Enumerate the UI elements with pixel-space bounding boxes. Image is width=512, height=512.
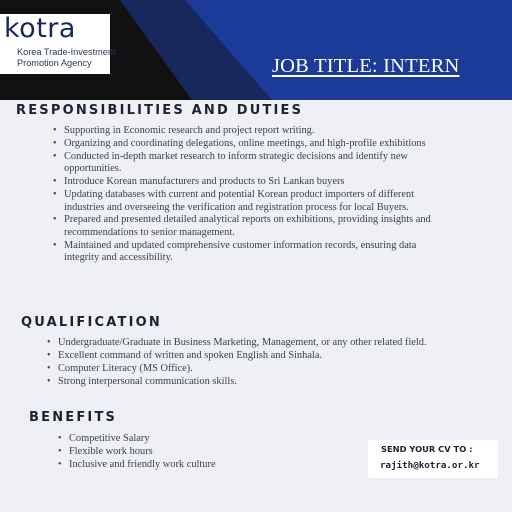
- list-item: • Computer Literacy (MS Office).: [47, 363, 487, 376]
- list-item: • Inclusive and friendly work culture: [58, 459, 258, 472]
- agency-name: [17, 47, 116, 68]
- benefits-list: [58, 433, 258, 472]
- send-cv-label: SEND YOUR CV TO :: [381, 444, 473, 454]
- list-item: • Organizing and coordinating delegations, online meetings, and high-profile exhibitions: [53, 138, 453, 151]
- header-banner: [0, 0, 512, 100]
- responsibilities-heading: RESPONSIBILITIES AND DUTIES: [16, 103, 304, 118]
- list-item: • Updating databases with current and potential Korean product importers of different industries and overseeing the verification and registration process for local Buyers.: [53, 189, 453, 214]
- qualification-heading: QUALIFICATION: [21, 315, 162, 330]
- list-item: • Undergraduate/Graduate in Business Marketing, Management, or any other related field.: [47, 337, 487, 350]
- qualification-list: [47, 337, 487, 389]
- list-item: • Flexible work hours: [58, 446, 258, 459]
- list-item: • Supporting in Economic research and project report writing.: [53, 125, 453, 138]
- benefits-heading: BENEFITS: [29, 410, 118, 425]
- list-item: • Conducted in-depth market research to inform strategic decisions and identify new opportunities.: [53, 151, 453, 176]
- list-item: • Introduce Korean manufacturers and products to Sri Lankan buyers: [53, 176, 453, 189]
- responsibilities-list: [53, 125, 453, 265]
- list-item: • Maintained and updated comprehensive customer information records, ensuring data integrity and accessibility.: [53, 240, 453, 265]
- agency-name-line2: Promotion Agency: [17, 57, 92, 68]
- contact-email[interactable]: rajith@kotra.or.kr: [380, 460, 480, 471]
- list-item: • Competitive Salary: [58, 433, 258, 446]
- list-item: • Excellent command of written and spoken English and Sinhala.: [47, 350, 487, 363]
- agency-name-line1: Korea Trade-Investment: [17, 47, 116, 57]
- kotra-logo: kotra: [4, 13, 76, 44]
- job-title: JOB TITLE: INTERN: [272, 55, 460, 77]
- list-item: • Prepared and presented detailed analytical reports on exhibitions, providing insights and recommendations to senior management.: [53, 214, 453, 239]
- send-cv-box: [368, 440, 498, 478]
- list-item: • Strong interpersonal communication skills.: [47, 376, 487, 389]
